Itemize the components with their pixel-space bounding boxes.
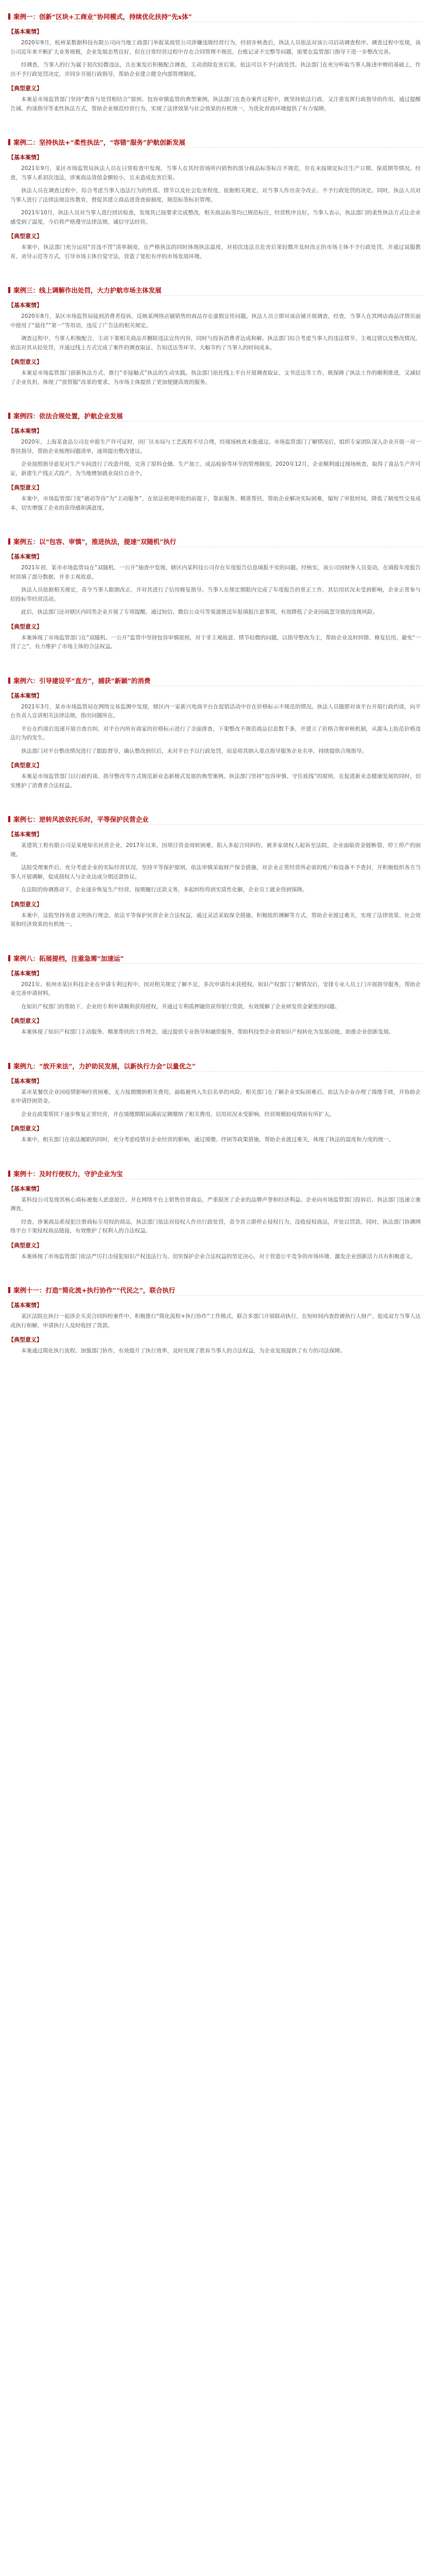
section-label: 【基本案情】 bbox=[8, 1302, 42, 1309]
title-marker-icon bbox=[8, 1171, 10, 1177]
paragraph: 此后，执法部门还对辖区内同类企业开展了专项提醒，通过短信、微信公众号等渠道推送年报填报注意事项，有效降低了企业因疏忽导致的违规风险。 bbox=[21, 609, 378, 615]
paragraph: 企业在政策帮扶下逐步恢复正常经营，并在缓缴期限届满前足额缴纳了相关费用，信用状况未受影响，经营规模较疫情前有所扩大。 bbox=[21, 1111, 335, 1117]
case-title-text: 案例三：线上调解作出处罚，大力护航市场主体发展 bbox=[13, 286, 162, 294]
case-title bbox=[8, 1285, 423, 1296]
case-title-text: 案例五：以“包容、审慎”，推进执法，提速“双随机”执行 bbox=[13, 538, 177, 546]
section-label: 【典型意义】 bbox=[8, 1125, 42, 1132]
title-marker-icon bbox=[8, 287, 10, 293]
case-title-text: 案例七：逆转风波依托乐时，平等保护民营企业 bbox=[13, 816, 149, 823]
case-title-text: 案例六：引导建设平“直方”，捕获“新颖”的消费 bbox=[13, 676, 151, 685]
paragraph: 某区法院在执行一起涉企买卖合同纠纷案件中，积极推行“简化流程+执行协作”工作模式，联合多部门开展联动执行，在短时间内查控被执行人财产，促成双方当事人达成执行和解，申请执行人及时收回了货款。 bbox=[10, 1313, 421, 1329]
case-title bbox=[8, 814, 423, 825]
paragraph: 本案中，相关部门在依法履职的同时，充分考虑疫情对企业经营的影响，通过缓缴、纾困等政策措施，帮助企业渡过难关，体现了执法的温度和力度的统一。 bbox=[21, 1137, 394, 1143]
case-title bbox=[8, 137, 423, 148]
case-title bbox=[8, 1061, 423, 1072]
case-title bbox=[8, 285, 423, 296]
case-title bbox=[8, 536, 423, 547]
paragraph: 平台在约谈后迅速开展自查自纠，对平台内所有商家的价格标示进行了全面排查，下架整改不规范商品信息数千条，并建立了价格合规审核机制，从源头上防范价格违法行为的发生。 bbox=[10, 725, 421, 741]
paragraph: 执法部门对平台整改情况进行了跟踪督导，确认整改到位后，未对平台予以行政处罚，而是将其纳入重点指导服务企业名单，持续提供合规指导。 bbox=[21, 748, 367, 754]
section-label: 【基本案情】 bbox=[8, 553, 42, 560]
paragraph: 2020年9月，杭州某数据科技有限公司向当地工商部门举报某商贸公司涉嫌违规经营行为，经初步核查后，执法人员依法对该公司启动调查程序。调查过程中发现，该公司近年来不断扩大业务规模，企业发展态势良好，但在日常经营过程中存在合同管理不规范、台账记录不完整等问题，需要在监管部门指导下进一步整改完善。 bbox=[10, 40, 421, 55]
title-marker-icon bbox=[8, 139, 10, 145]
paragraph: 执法人员在调查过程中，综合考虑当事人违法行为的性质、情节以及社会危害程度，依据相关规定，对当事人作出责令改正、不予行政处罚的决定。同时，执法人员对当事人进行了法律法规宣传教育，督促其建立商品进货查验制度，规范标签标识管理。 bbox=[10, 188, 421, 203]
paragraph: 本案是市场监管部门创新执法方式、推行“非接触式”执法的生动实践。执法部门依托线上平台开展调查取证、文书送达等工作，既保障了执法工作的顺利推进，又减轻了企业负担，体现了“放管服”改革的要求，为市场主体提供了更加便捷高效的服务。 bbox=[10, 370, 421, 385]
section-label: 【基本案情】 bbox=[8, 154, 42, 161]
section-label: 【基本案情】 bbox=[8, 428, 42, 434]
section-label: 【典型意义】 bbox=[8, 623, 42, 630]
section-label: 【基本案情】 bbox=[8, 831, 42, 838]
section-label: 【典型意义】 bbox=[8, 1336, 42, 1343]
section-label: 【典型意义】 bbox=[8, 901, 42, 908]
paragraph: 本案是市场监管部门以行政约谈、指导整改等方式规范新业态新模式发展的典型案例。执法部门坚持“包容审慎、守住底线”的原则，在促进新业态健康发展的同时，切实维护了消费者合法权益。 bbox=[10, 773, 421, 789]
paragraph: 某建筑工程有限公司是某地知名民营企业，2017年以来，因项目资金周转困难，陷入多起合同纠纷，被多家债权人起诉至法院，企业面临资金链断裂、停工停产的困境。 bbox=[10, 842, 421, 858]
section-label: 【基本案情】 bbox=[8, 970, 42, 977]
paragraph: 本案是市场监管部门坚持“教育与处罚相结合”原则、包容审慎监管的典型案例。执法部门在查办案件过程中，既坚持依法行政，又注重发挥行政指导的作用，通过提醒告诫、约谈指导等柔性执法方式，帮助企业规范经营行为，实现了法律效果与社会效果的有机统一，为优化营商环境提供了有力保障。 bbox=[10, 96, 421, 112]
paragraph: 调查过程中，当事人积极配合，主动下架相关商品并删除违法宣传内容，同时与投诉消费者达成和解。执法部门综合考虑当事人的违法情节、主观过错以及整改情况，依法对其从轻处罚，并通过线上方式完成了案件的调查取证、告知送达等环节，大幅节约了当事人的时间成本。 bbox=[10, 335, 421, 351]
title-marker-icon bbox=[8, 13, 10, 20]
section-label: 【典型意义】 bbox=[8, 359, 42, 365]
case-title-text: 案例一：创新“区块+工商业”协同模式，持续优化扶持“先x体” bbox=[13, 13, 192, 21]
section-label: 【基本案情】 bbox=[8, 1185, 42, 1192]
case-title bbox=[8, 11, 423, 22]
case-title bbox=[8, 411, 423, 421]
section-label: 【典型意义】 bbox=[8, 484, 42, 491]
paragraph: 本案体现了知识产权部门主动服务、精准帮扶的工作理念，通过提供专业指导和融资服务，帮助科技型企业将知识产权转化为发展动能，助推企业创新发展。 bbox=[21, 1029, 394, 1035]
case-title-text: 案例四：依法合规处置，护航企业发展 bbox=[13, 412, 123, 420]
paragraph: 本案体现了市场监管部门依法严厉打击侵犯知识产权违法行为、切实保护企业合法权益的坚定决心，对于营造公平竞争的市场环境、激发企业创新活力具有积极意义。 bbox=[21, 1253, 416, 1260]
case-title-text: 案例十一：打造“简化流+执行协作”“代民之”，联合执行 bbox=[13, 1286, 176, 1294]
paragraph: 2020年8月，某区市场监管局接到消费者投诉，反映某网络店铺销售的商品存在虚假宣传问题。执法人员立即对该店铺开展调查，经查，当事人在其网店商品详情页面中使用了“最佳”“第一”等用语，违反了广告法的相关规定。 bbox=[10, 313, 421, 329]
paragraph: 2021年3月，某市市场监管局在网络交易监测中发现，辖区内一家新兴电商平台在促销活动中存在价格标示不规范的情况。执法人员随即对该平台开展行政约谈，向平台负责人宣讲相关法律法规，指出问题所在。 bbox=[10, 703, 421, 719]
paragraph: 经查，涉案商品系侵犯注册商标专用权的商品，执法部门依法对侵权人作出行政处罚，责令其立即停止侵权行为，没收侵权商品，并处以罚款。同时，执法部门协调网络平台下架侵权商品链接，有效维护了权利人的合法权益。 bbox=[10, 1218, 421, 1234]
section-label: 【典型意义】 bbox=[8, 233, 42, 240]
paragraph: 在知识产权部门的帮助下，企业的专利申请顺利获得授权，并通过专利质押融资获得银行贷款，有效缓解了企业研发资金紧张的问题。 bbox=[21, 1003, 340, 1010]
paragraph: 某市某餐饮企业因疫情影响经营困难，无力按期缴纳相关费用，面临被列入失信名单的风险。相关部门在了解企业实际困难后，依法为企业办理了缓缴手续，并协助企业申请纾困资金。 bbox=[10, 1089, 421, 1104]
section-label: 【典型意义】 bbox=[8, 1242, 42, 1249]
case-title bbox=[8, 953, 423, 964]
title-marker-icon bbox=[8, 677, 10, 684]
paragraph: 本案中，法院坚持善意文明执行理念，依法平等保护民营企业合法权益，通过灵活采取保全措施、积极组织调解等方式，帮助企业渡过难关，实现了法律效果、社会效果和经济效果的有机统一。 bbox=[10, 912, 421, 927]
case-title-text: 案例八：拓展提档，注重急需“加速运” bbox=[13, 954, 124, 962]
case-title bbox=[8, 1168, 423, 1179]
section-label: 【基本案情】 bbox=[8, 28, 42, 35]
case-title-text: 案例十：及时行使权力，守护企业为宝 bbox=[13, 1170, 123, 1178]
title-marker-icon bbox=[8, 816, 10, 822]
paragraph: 经调查，当事人的行为属于初次轻微违法，且在案发后积极配合调查，主动消除危害后果，依法可以不予行政处罚。执法部门在充分听取当事人陈述申辩的基础上，作出不予行政处罚决定，并同步开展行政指导，帮助企业建立健全内部管理制度。 bbox=[10, 62, 421, 77]
paragraph: 2020年，上海某食品公司在申报生产许可证时，因厂区布局与工艺流程不尽合理，经现场核查未能通过。市场监管部门了解情况后，组织专家团队深入企业开展一对一帮扶指导，帮助企业梳理问题清单，逐项提出整改建议。 bbox=[10, 439, 421, 454]
paragraph: 法院受理案件后，充分考虑企业的实际经营状况，坚持平等保护原则，依法审慎采取财产保全措施，对企业正常经营所必需的账户和设备不予查封，并积极组织各方当事人开展调解，促成债权人与企业达成分期还款协议。 bbox=[10, 865, 421, 880]
paragraph: 2021年10月，执法人员对当事人进行回访检查，发现其已按要求完成整改，相关商品标签均已规范标注，经营秩序良好。当事人表示，执法部门的柔性执法方式让企业感受到了温度，今后将严格遵守法律法规，诚信守法经营。 bbox=[10, 210, 421, 225]
section-label: 【典型意义】 bbox=[8, 85, 42, 92]
paragraph: 2021年初，某市市场监管局在“双随机、一公开”抽查中发现，辖区内某科技公司存在年度报告信息填报不实的问题。经核实，该公司因财务人员变动，在填报年度报告时误填了部分数据，并非主观故意。 bbox=[10, 565, 421, 580]
title-marker-icon bbox=[8, 1287, 10, 1293]
case-title-text: 案例二：坚持执法+“柔性执法”，“容错”服务”护航创新发展 bbox=[13, 139, 185, 146]
section-label: 【基本案情】 bbox=[8, 302, 42, 309]
case-title-text: 案例九：“放开来法”，力护助民发展，以新执行力会“以量优之” bbox=[13, 1062, 196, 1070]
title-marker-icon bbox=[8, 1063, 10, 1069]
paragraph: 本案中，执法部门充分运用“首违不罚”清单制度，在严格执法的同时体现执法温度，对初次违法且危害后果轻微并及时改正的市场主体不予行政处罚，并通过说服教育、劝导示范等方式，引导市场主体自觉守法，营造了宽松有序的市场发展环境。 bbox=[10, 244, 421, 260]
paragraph: 在法院的协调推动下，企业逐步恢复生产经营，按期履行还款义务，多起纠纷得到实质性化解，企业员工就业得到保障。 bbox=[21, 887, 308, 893]
paragraph: 2021年，杭州市某区科技企业在申请专利过程中，因对相关规定了解不足，多次申请均未获授权。知识产权部门了解情况后，安排专业人员上门开展指导服务，帮助企业完善申请材料。 bbox=[10, 981, 421, 996]
title-marker-icon bbox=[8, 413, 10, 419]
section-label: 【基本案情】 bbox=[8, 692, 42, 699]
case-title bbox=[8, 675, 423, 686]
paragraph: 企业按照指导意见对生产车间进行了改造升级，完善了原料仓储、生产加工、成品检验等环节的管理制度。2020年12月，企业顺利通过现场核查，取得了食品生产许可证，新建生产线正式投产，为当地增加就业岗位百余个。 bbox=[10, 461, 421, 477]
paragraph: 2021年9月，某区市场监管局执法人员在日常检查中发现，当事人在其经营场所内销售的部分商品标签标注不规范，存在未按规定标注生产日期、保质期等情况。经查，当事人系初次违法，涉案商品货值金额较小，且未造成危害后果。 bbox=[10, 165, 421, 181]
section-label: 【典型意义】 bbox=[8, 762, 42, 769]
paragraph: 本案体现了市场监管部门在“双随机、一公开”监管中坚持包容审慎原则，对于非主观故意、情节轻微的问题，以指导整改为主，帮助企业及时纠错、修复信用，避免“一罚了之”，有力维护了市场主体的合法权益。 bbox=[10, 634, 421, 650]
section-label: 【典型意义】 bbox=[8, 1018, 42, 1024]
paragraph: 本案中，市场监管部门变“被动等待”为“主动服务”，在依法依规审批的前提下，靠前服务、精准帮扶，帮助企业解决实际困难，缩短了审批时间，降低了制度性交易成本，切实增强了企业的获得感和满意度。 bbox=[10, 496, 421, 511]
paragraph: 本案通过简化执行流程、加强部门协作，有效提升了执行效率，及时兑现了胜诉当事人的合法权益，为企业发展提供了有力的司法保障。 bbox=[21, 1348, 346, 1354]
paragraph: 执法人员依据相关规定，责令当事人限期改正，并对其进行了信用修复指导。当事人在规定期限内完成了年度报告的更正工作，其信用状况未受到影响，企业正常参与招投标等经营活动。 bbox=[10, 587, 421, 602]
title-marker-icon bbox=[8, 538, 10, 545]
paragraph: 某科技公司发现其核心商标被他人恶意抢注，并在网络平台上销售仿冒商品，严重损害了企业的品牌声誉和经济利益。企业向市场监管部门投诉后，执法部门迅速立案调查。 bbox=[10, 1196, 421, 1212]
section-label: 【基本案情】 bbox=[8, 1077, 42, 1084]
title-marker-icon bbox=[8, 955, 10, 961]
